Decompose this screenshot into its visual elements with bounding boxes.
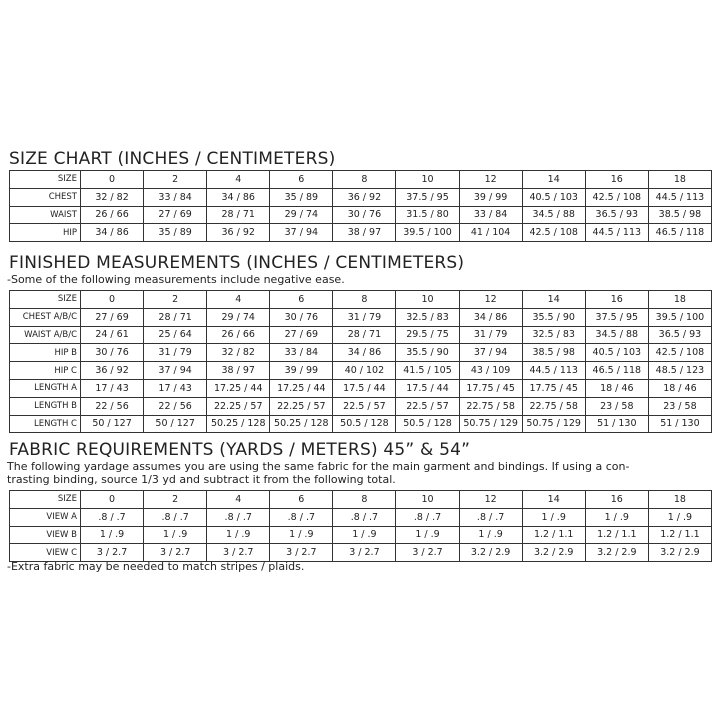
size-header-cell: 16 [585,491,648,509]
table-cell: 36 / 92 [81,362,144,380]
table-cell: 39 / 99 [270,362,333,380]
size-header-cell: 12 [459,491,522,509]
table-cell: 42.5 / 108 [585,188,648,206]
size-header-cell: 4 [207,291,270,309]
table-cell: 34 / 86 [207,188,270,206]
table-cell: 30 / 76 [270,308,333,326]
table-cell: 25 / 64 [144,326,207,344]
table-cell: 31 / 79 [144,344,207,362]
table-row [10,188,712,206]
table-cell: 23 / 58 [585,397,648,415]
table-cell: 18 / 46 [585,379,648,397]
table-cell: 3 / 2.7 [144,544,207,562]
table-row [10,526,712,544]
table-cell: 27 / 69 [270,326,333,344]
table-cell: 3 / 2.7 [333,544,396,562]
size-header-cell: 8 [333,491,396,509]
table-cell: 36.5 / 93 [648,326,711,344]
table-cell: 28 / 71 [207,206,270,224]
table-cell: 44.5 / 113 [522,362,585,380]
size-header-cell: 8 [333,171,396,189]
table-cell: 39.5 / 100 [396,224,459,242]
fabric-requirements-title: FABRIC REQUIREMENTS (YARDS / METERS) 45” & 54” [9,440,471,460]
table-cell: 3.2 / 2.9 [585,544,648,562]
size-header-cell: 6 [270,491,333,509]
table-cell: 1 / .9 [270,526,333,544]
table-cell: 32.5 / 83 [396,308,459,326]
size-header-label: SIZE [10,171,81,189]
table-cell: .8 / .7 [396,508,459,526]
table-cell: 1 / .9 [144,526,207,544]
table-cell: 22.25 / 57 [270,397,333,415]
size-header-cell: 0 [81,291,144,309]
table-cell: 37.5 / 95 [585,308,648,326]
table-cell: 22.75 / 58 [522,397,585,415]
row-label: VIEW A [10,508,81,526]
table-cell: 37 / 94 [270,224,333,242]
size-header-cell: 6 [270,291,333,309]
table-cell: 36 / 92 [333,188,396,206]
table-cell: 29 / 74 [270,206,333,224]
size-header-cell: 10 [396,171,459,189]
table-cell: 3 / 2.7 [207,544,270,562]
table-cell: 17 / 43 [81,379,144,397]
table-cell: 27 / 69 [144,206,207,224]
size-chart-title: SIZE CHART (INCHES / CENTIMETERS) [9,149,336,169]
table-cell: 34 / 86 [81,224,144,242]
size-header-cell: 4 [207,171,270,189]
table-cell: 32.5 / 83 [522,326,585,344]
table-cell: 42.5 / 108 [522,224,585,242]
table-cell: 41.5 / 105 [396,362,459,380]
table-row [10,362,712,380]
table-cell: 35 / 89 [270,188,333,206]
table-cell: 32 / 82 [81,188,144,206]
table-cell: 18 / 46 [648,379,711,397]
table-cell: 46.5 / 118 [648,224,711,242]
table-cell: .8 / .7 [81,508,144,526]
table-row [10,415,712,433]
table-cell: 34 / 86 [333,344,396,362]
table-cell: 17.5 / 44 [333,379,396,397]
table-cell: 50.5 / 128 [333,415,396,433]
table-cell: 3.2 / 2.9 [522,544,585,562]
row-label: HIP B [10,344,81,362]
table-cell: 37 / 94 [459,344,522,362]
table-cell: 33 / 84 [270,344,333,362]
table-cell: 22 / 56 [81,397,144,415]
table-cell: 36 / 92 [207,224,270,242]
fabric-requirements-note-line1: The following yardage assumes you are using the same fabric for the main garment and bindings. If using a con- [7,460,630,473]
table-cell: 17.25 / 44 [270,379,333,397]
row-label: CHEST A/B/C [10,308,81,326]
table-cell: .8 / .7 [144,508,207,526]
table-cell: 39 / 99 [459,188,522,206]
fabric-requirements-table [9,490,712,562]
fabric-requirements-note-line2: trasting binding, source 1/3 yd and subtract it from the following total. [7,473,396,486]
table-cell: .8 / .7 [459,508,522,526]
table-row [10,344,712,362]
row-label: LENGTH A [10,379,81,397]
table-cell: 43 / 109 [459,362,522,380]
size-header-cell: 14 [522,171,585,189]
size-header-cell: 16 [585,291,648,309]
table-cell: 38 / 97 [207,362,270,380]
row-label: HIP [10,224,81,242]
table-cell: 40 / 102 [333,362,396,380]
table-cell: 51 / 130 [648,415,711,433]
table-cell: 1 / .9 [207,526,270,544]
table-row [10,308,712,326]
table-cell: 1.2 / 1.1 [585,526,648,544]
table-cell: 31 / 79 [459,326,522,344]
table-cell: 38.5 / 98 [522,344,585,362]
table-cell: 34 / 86 [459,308,522,326]
table-cell: 1 / .9 [333,526,396,544]
size-header-cell: 18 [648,171,711,189]
size-chart-table [9,170,712,242]
table-cell: 35.5 / 90 [396,344,459,362]
table-cell: 31 / 79 [333,308,396,326]
table-cell: 50 / 127 [81,415,144,433]
table-cell: 31.5 / 80 [396,206,459,224]
table-cell: 3 / 2.7 [270,544,333,562]
table-cell: 17.25 / 44 [207,379,270,397]
row-label: LENGTH B [10,397,81,415]
table-cell: 44.5 / 113 [585,224,648,242]
size-header-cell: 2 [144,491,207,509]
table-cell: 38.5 / 98 [648,206,711,224]
table-cell: 36.5 / 93 [585,206,648,224]
finished-measurements-title: FINISHED MEASUREMENTS (INCHES / CENTIMETERS) [9,253,465,273]
table-cell: 22.75 / 58 [459,397,522,415]
table-cell: 1 / .9 [585,508,648,526]
size-header-cell: 18 [648,291,711,309]
table-cell: 48.5 / 123 [648,362,711,380]
table-cell: 22.25 / 57 [207,397,270,415]
table-cell: 28 / 71 [333,326,396,344]
table-cell: 24 / 61 [81,326,144,344]
table-cell: 34.5 / 88 [522,206,585,224]
row-label: WAIST [10,206,81,224]
table-cell: 34.5 / 88 [585,326,648,344]
table-cell: 50.75 / 129 [522,415,585,433]
row-label: VIEW B [10,526,81,544]
size-header-label: SIZE [10,291,81,309]
table-cell: 33 / 84 [144,188,207,206]
table-cell: 26 / 66 [207,326,270,344]
table-header-row [10,491,712,509]
table-cell: 3.2 / 2.9 [459,544,522,562]
table-cell: 35 / 89 [144,224,207,242]
table-cell: 22.5 / 57 [396,397,459,415]
row-label: LENGTH C [10,415,81,433]
table-cell: 3.2 / 2.9 [648,544,711,562]
size-header-cell: 2 [144,171,207,189]
table-cell: 50.25 / 128 [207,415,270,433]
table-cell: 42.5 / 108 [648,344,711,362]
table-cell: 3 / 2.7 [81,544,144,562]
row-label: VIEW C [10,544,81,562]
table-cell: 50.5 / 128 [396,415,459,433]
size-header-cell: 8 [333,291,396,309]
size-header-cell: 10 [396,291,459,309]
size-header-cell: 18 [648,491,711,509]
table-row [10,206,712,224]
table-cell: 46.5 / 118 [585,362,648,380]
table-cell: 40.5 / 103 [522,188,585,206]
table-cell: .8 / .7 [270,508,333,526]
table-cell: 1 / .9 [522,508,585,526]
table-cell: 17.75 / 45 [522,379,585,397]
table-cell: 22.5 / 57 [333,397,396,415]
table-row [10,379,712,397]
table-row [10,224,712,242]
table-cell: 30 / 76 [81,344,144,362]
size-header-cell: 12 [459,291,522,309]
table-row [10,397,712,415]
table-cell: 50.75 / 129 [459,415,522,433]
table-cell: 40.5 / 103 [585,344,648,362]
size-header-cell: 12 [459,171,522,189]
table-cell: 1.2 / 1.1 [522,526,585,544]
table-cell: 22 / 56 [144,397,207,415]
table-cell: 17.5 / 44 [396,379,459,397]
table-cell: 35.5 / 90 [522,308,585,326]
table-cell: 27 / 69 [81,308,144,326]
table-cell: 1 / .9 [648,508,711,526]
table-cell: 17.75 / 45 [459,379,522,397]
table-cell: 50.25 / 128 [270,415,333,433]
table-cell: 1 / .9 [396,526,459,544]
table-cell: 41 / 104 [459,224,522,242]
table-cell: 28 / 71 [144,308,207,326]
table-cell: 51 / 130 [585,415,648,433]
size-header-cell: 0 [81,171,144,189]
size-header-cell: 0 [81,491,144,509]
size-header-cell: 14 [522,291,585,309]
fabric-requirements-footnote: -Extra fabric may be needed to match stripes / plaids. [7,560,305,573]
table-cell: 30 / 76 [333,206,396,224]
table-cell: 37.5 / 95 [396,188,459,206]
size-header-cell: 4 [207,491,270,509]
table-cell: 1 / .9 [459,526,522,544]
finished-measurements-note: -Some of the following measurements include negative ease. [7,273,345,286]
table-cell: 50 / 127 [144,415,207,433]
table-cell: 38 / 97 [333,224,396,242]
size-header-cell: 10 [396,491,459,509]
table-header-row [10,171,712,189]
table-cell: 1.2 / 1.1 [648,526,711,544]
table-cell: 29.5 / 75 [396,326,459,344]
table-cell: 37 / 94 [144,362,207,380]
table-row [10,508,712,526]
table-row [10,326,712,344]
table-cell: 1 / .9 [81,526,144,544]
size-header-cell: 2 [144,291,207,309]
table-cell: 29 / 74 [207,308,270,326]
size-header-label: SIZE [10,491,81,509]
table-header-row [10,291,712,309]
table-cell: .8 / .7 [333,508,396,526]
row-label: WAIST A/B/C [10,326,81,344]
table-cell: 3 / 2.7 [396,544,459,562]
table-cell: 26 / 66 [81,206,144,224]
table-cell: 33 / 84 [459,206,522,224]
size-header-cell: 16 [585,171,648,189]
size-header-cell: 6 [270,171,333,189]
table-cell: 32 / 82 [207,344,270,362]
finished-measurements-table [9,290,712,433]
table-cell: .8 / .7 [207,508,270,526]
table-cell: 17 / 43 [144,379,207,397]
row-label: HIP C [10,362,81,380]
size-header-cell: 14 [522,491,585,509]
table-cell: 44.5 / 113 [648,188,711,206]
row-label: CHEST [10,188,81,206]
table-cell: 23 / 58 [648,397,711,415]
table-cell: 39.5 / 100 [648,308,711,326]
